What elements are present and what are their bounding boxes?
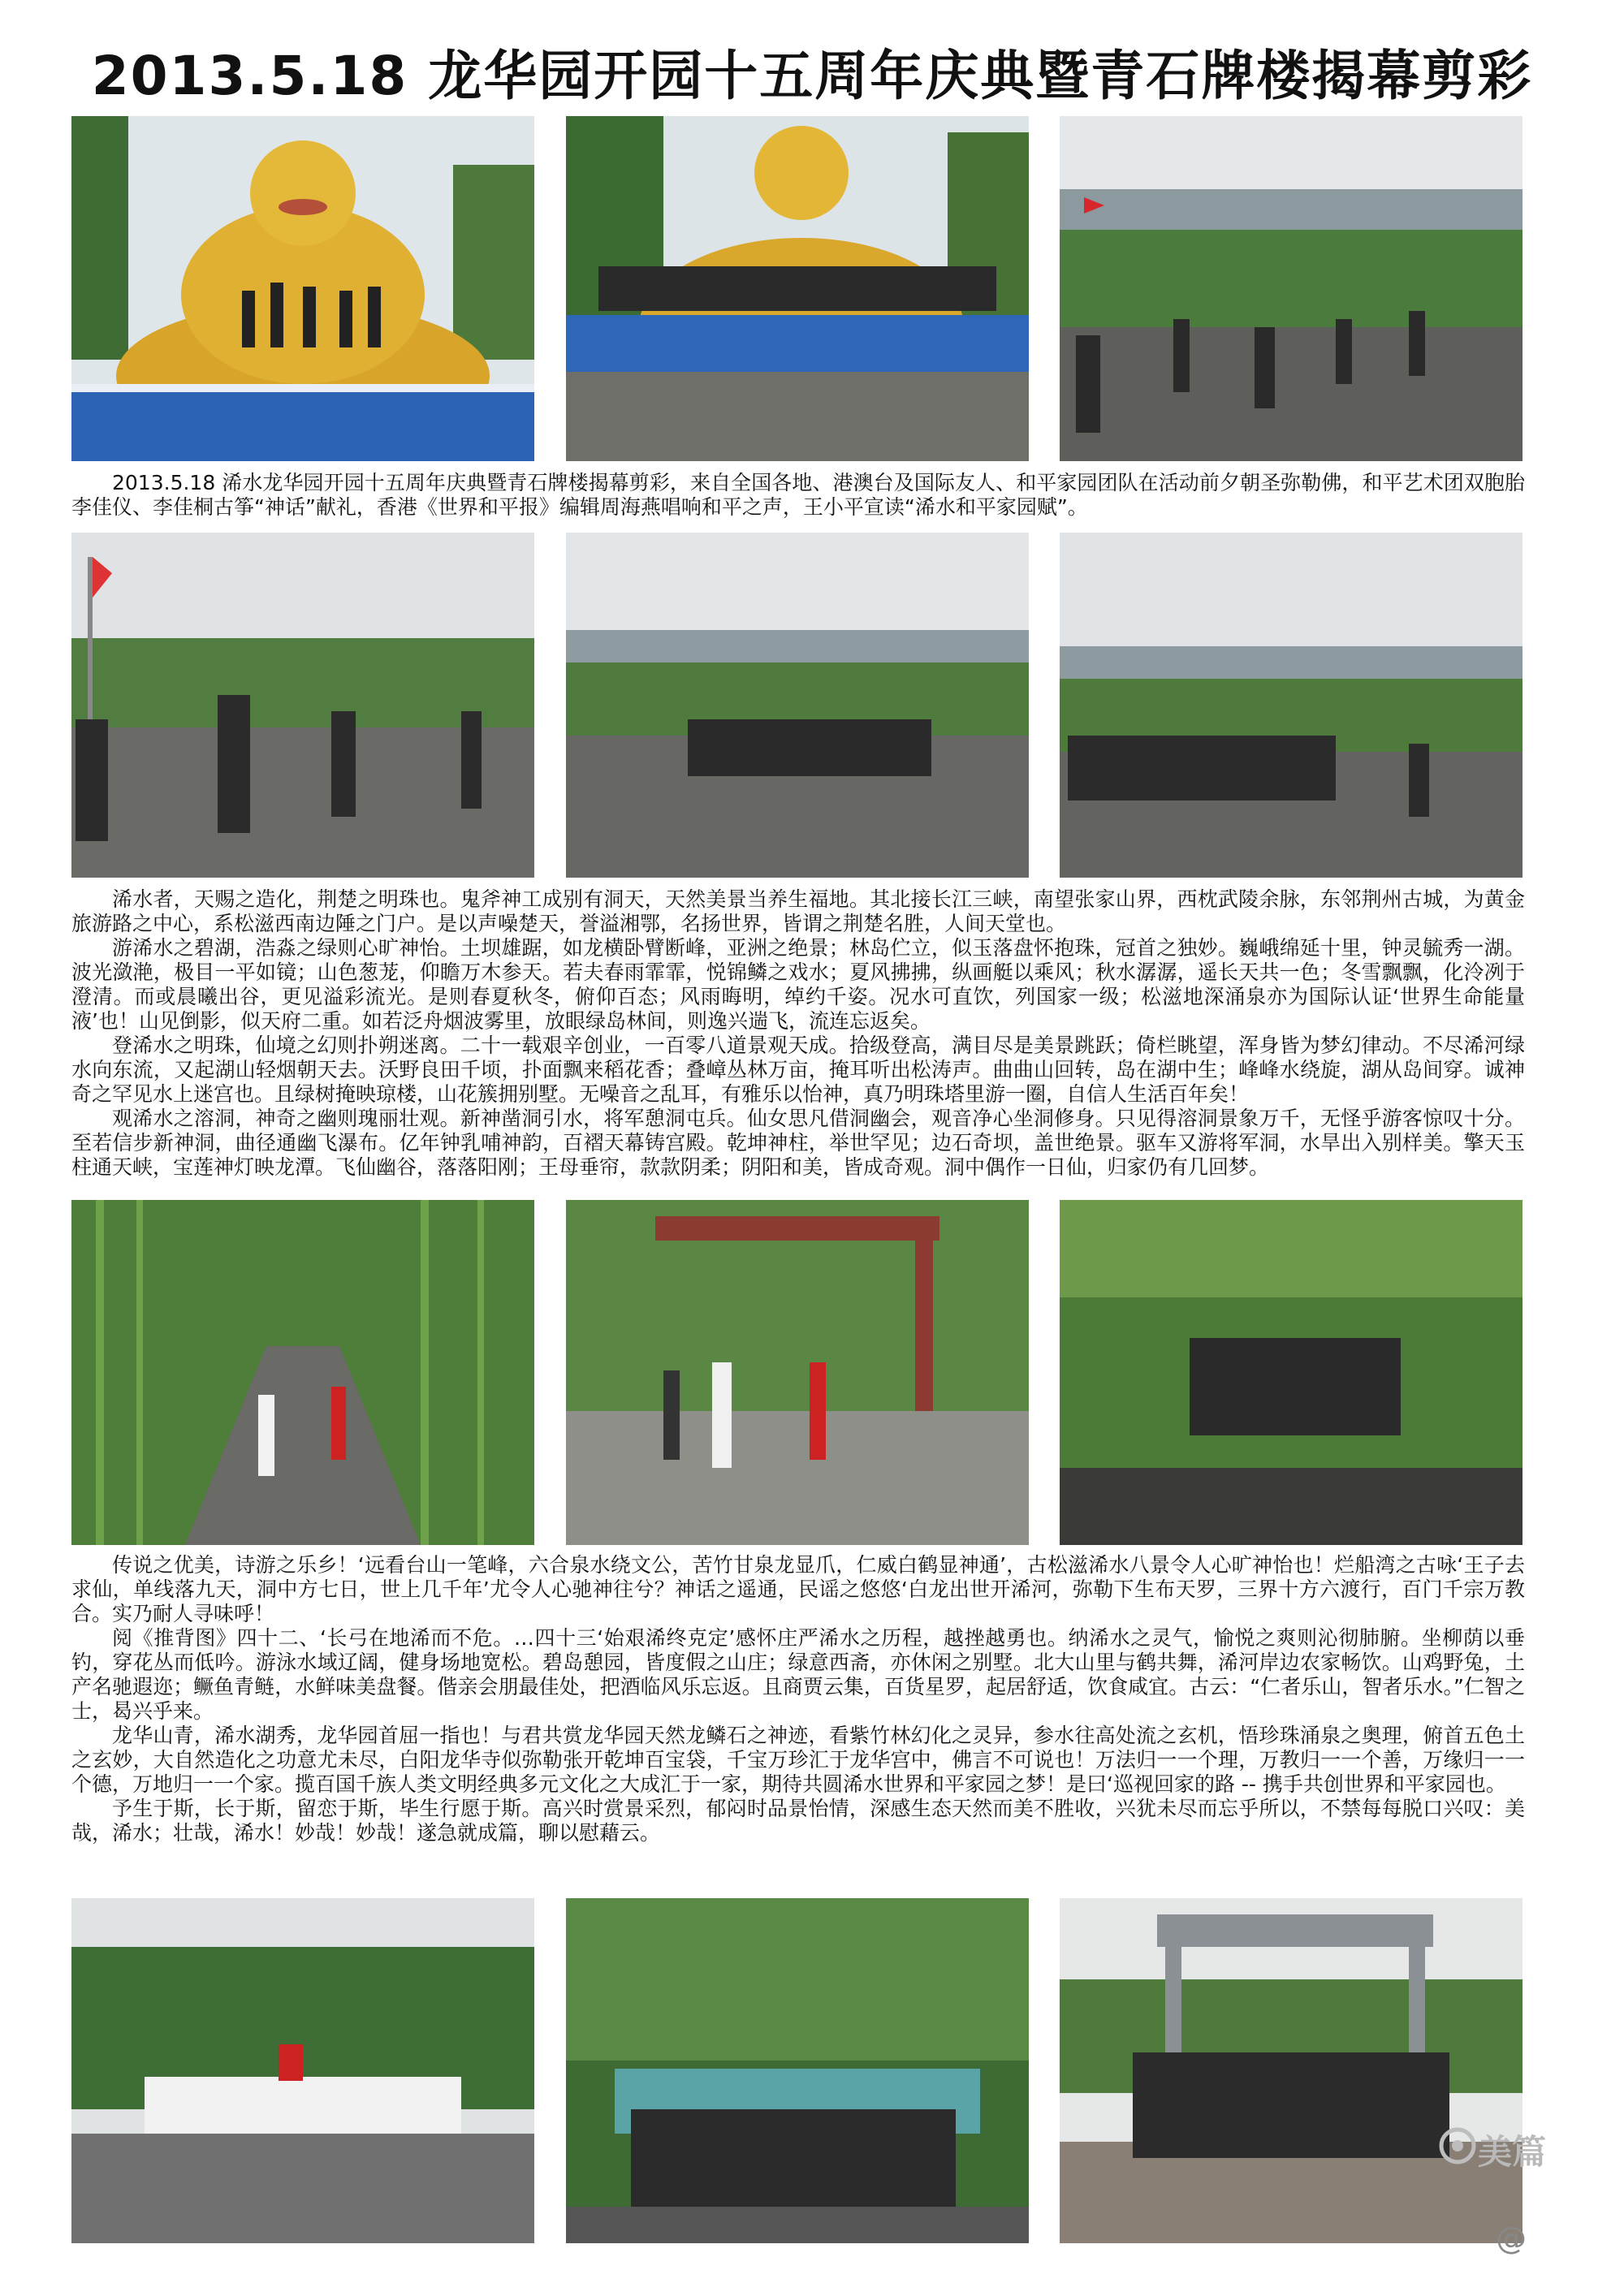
essay-paragraph: 浠水者，天赐之造化，荆楚之明珠也。鬼斧神工成别有洞天，天然美景当养生福地。其北接长江三峡，南望张家山界，西枕武陵余脉，东邻荆州古城，为黄金旅游路之中心，系松滋西南边陲之门户。是以声噪楚天，誉溢湘鄂，名扬世界，皆谓之荆楚名胜，人间天堂也。 bbox=[71, 887, 1525, 935]
page-title: 2013.5.18 龙华园开园十五周年庆典暨青石牌楼揭幕剪彩 bbox=[91, 45, 1533, 107]
essay-paragraph: 登浠水之明珠，仙境之幻则扑朔迷离。二十一载艰辛创业，一百零八道景观天成。拾级登高，满目尽是美景跳跃；倚栏眺望，浑身皆为梦幻律动。不尽浠河绿水向东流，又起湖山轻烟朝天去。沃野良田千顷，扑面飘来稻花香；叠嶂丛林万亩，掩耳听出松涛声。曲曲山回转，岛在湖中生；峰峰水绕旋，湖从岛间穿。诚神奇之罕见水上迷宫也。且绿树掩映琼楼，山花簇拥别墅。无噪音之乱耳，有雅乐以怡神，真乃明珠塔里游一圈，自信人生活百年矣！ bbox=[71, 1034, 1525, 1106]
essay-block-1 bbox=[71, 887, 1525, 1180]
photo-buddha-statue-crowd bbox=[566, 116, 1029, 461]
watermark-at: @ bbox=[1496, 2220, 1527, 2256]
photo-plaza-gathering-2 bbox=[566, 533, 1029, 878]
photo-plaza-gathering-1 bbox=[71, 533, 534, 878]
essay-paragraph: 观浠水之溶洞，神奇之幽则瑰丽壮观。新神凿洞引水，将军憩洞屯兵。仙女思凡借洞幽会，观音净心坐洞修身。只见得溶洞景象万千，无怪乎游客惊叹十分。至若信步新神洞，曲径通幽飞瀑布。亿年钟乳哺神韵，百褶天幕铸宫殿。乾坤神柱，举世罕见；边石奇坝，盖世绝景。驱车又游将军洞，水旱出入别样美。擎天玉柱通天峡，宝莲神灯映龙潭。飞仙幽谷，落落阳刚；王母垂帘，款款阴柔；阴阳和美，皆成奇观。洞中偶作一日仙，归家仍有几回梦。 bbox=[71, 1107, 1525, 1179]
photo-archway-path bbox=[566, 1200, 1029, 1545]
photo-stone-archway-group bbox=[1060, 1898, 1522, 2243]
essay-paragraph: 予生于斯，长于斯，留恋于斯，毕生行愿于斯。高兴时赏景采烈，郁闷时品景怡情，深感生态天然而美不胜收，兴犹未尽而忘乎所以，不禁每每脱口兴叹：美哉，浠水；壮哉，浠水！妙哉！妙哉！遂急就成篇，聊以慰藉云。 bbox=[71, 1797, 1525, 1845]
photo-white-stone-platform bbox=[71, 1898, 534, 2243]
essay-paragraph: 游浠水之碧湖，浩淼之绿则心旷神怡。土坝雄踞，如龙横卧臂断峰，亚洲之绝景；林岛伫立，似玉落盘怀抱珠，冠首之独妙。巍峨绵延十里，钟灵毓秀一湖。波光潋滟，极目一平如镜；山色葱茏，仰瞻万木参天。若夫春雨霏霏，悦锦鳞之戏水；夏风拂拂，纵画艇以乘风；秋水潺潺，遥长天共一色；冬雪飘飘，化泠冽于澄清。而或晨曦出谷，更见溢彩流光。是则春夏秋冬，俯仰百态；风雨晦明，绰约千姿。况水可直饮，列国家一级；松滋地深涌泉亦为国际认证‘世界生命能量液’也！山见倒影，似天府二重。如若泛舟烟波雾里，放眼绿岛林间，则逸兴遄飞，流连忘返矣。 bbox=[71, 936, 1525, 1033]
photo-plaza-gathering-3 bbox=[1060, 533, 1522, 878]
essay-paragraph: 阅《推背图》四十二、‘长弓在地浠而不危。…四十三‘始艰浠终克定’感怀庄严浠水之历程，越挫越勇也。纳浠水之灵气，愉悦之爽则沁彻肺腑。坐柳荫以垂钓，穿花丛而低吟。游泳水域辽阔，健身场地宽松。碧岛憩园，皆度假之山庄；绿意西斋，亦休闲之别墅。北大山里与鹤共舞，浠河岸边农家畅饮。山鸡野兔，土产名驰遐迩；鳜鱼青鲢，水鲜味美盘餐。偕亲会朋最佳处，把酒临风乐忘返。且商贾云集，百货星罗，起居舒适，饮食咸宜。古云：“仁者乐山，智者乐水。”仁智之士，曷兴乎来。 bbox=[71, 1626, 1525, 1723]
meipian-logo-icon bbox=[1439, 2127, 1476, 2164]
essay-block-2 bbox=[71, 1553, 1525, 1845]
caption-paragraph bbox=[71, 471, 1525, 520]
photo-bamboo-stairs bbox=[71, 1200, 534, 1545]
photo-buddha-statue-group bbox=[71, 116, 534, 461]
watermark-brand: 美篇 bbox=[1478, 2132, 1547, 2172]
photo-statue-garden-group bbox=[566, 1898, 1029, 2243]
essay-paragraph: 龙华山青，浠水湖秀，龙华园首屈一指也！与君共赏龙华园天然龙鳞石之神迹，看紫竹林幻化之灵异，参水往高处流之玄机，悟珍珠涌泉之奥理，俯首五色土之玄妙，大自然造化之功意尤未尽，白阳龙华寺似弥勒张开乾坤百宝袋，千宝万珍汇于龙华宫中，佛言不可说也！万法归一一个理，万教归一一个善，万缘归一一个德，万地归一一个家。揽百国千族人类文明经典多元文化之大成汇于一家，期待共圆浠水世界和平家园之梦！是曰‘巡视回家的路 -- 携手共创世界和平家园也。 bbox=[71, 1724, 1525, 1796]
caption-text: 2013.5.18 浠水龙华园开园十五周年庆典暨青石牌楼揭幕剪彩，来自全国各地、港澳台及国际友人、和平家园团队在活动前夕朝圣弥勒佛，和平艺术团双胞胎李佳仪、李佳桐古筝“神话”献礼，香港《世界和平报》编辑周海燕唱响和平之声，王小平宣读“浠水和平家园赋”。 bbox=[71, 471, 1525, 519]
photo-lakeview-plaza bbox=[1060, 116, 1522, 461]
essay-paragraph: 传说之优美，诗游之乐乡！‘远看台山一笔峰，六合泉水绕文公，苦竹甘泉龙显爪，仁威白鹤显神通’，古松滋浠水八景令人心旷神怡也！烂船湾之古咏‘王子去求仙，单线落九天，洞中方七日，世上几千年’尤令人心驰神往兮？神话之遥通，民谣之悠悠‘白龙出世开浠河，弥勒下生布天罗，三界十方六渡行，百门千宗万教合。实乃耐人寻味呼！ bbox=[71, 1553, 1525, 1625]
photo-forest-group bbox=[1060, 1200, 1522, 1545]
